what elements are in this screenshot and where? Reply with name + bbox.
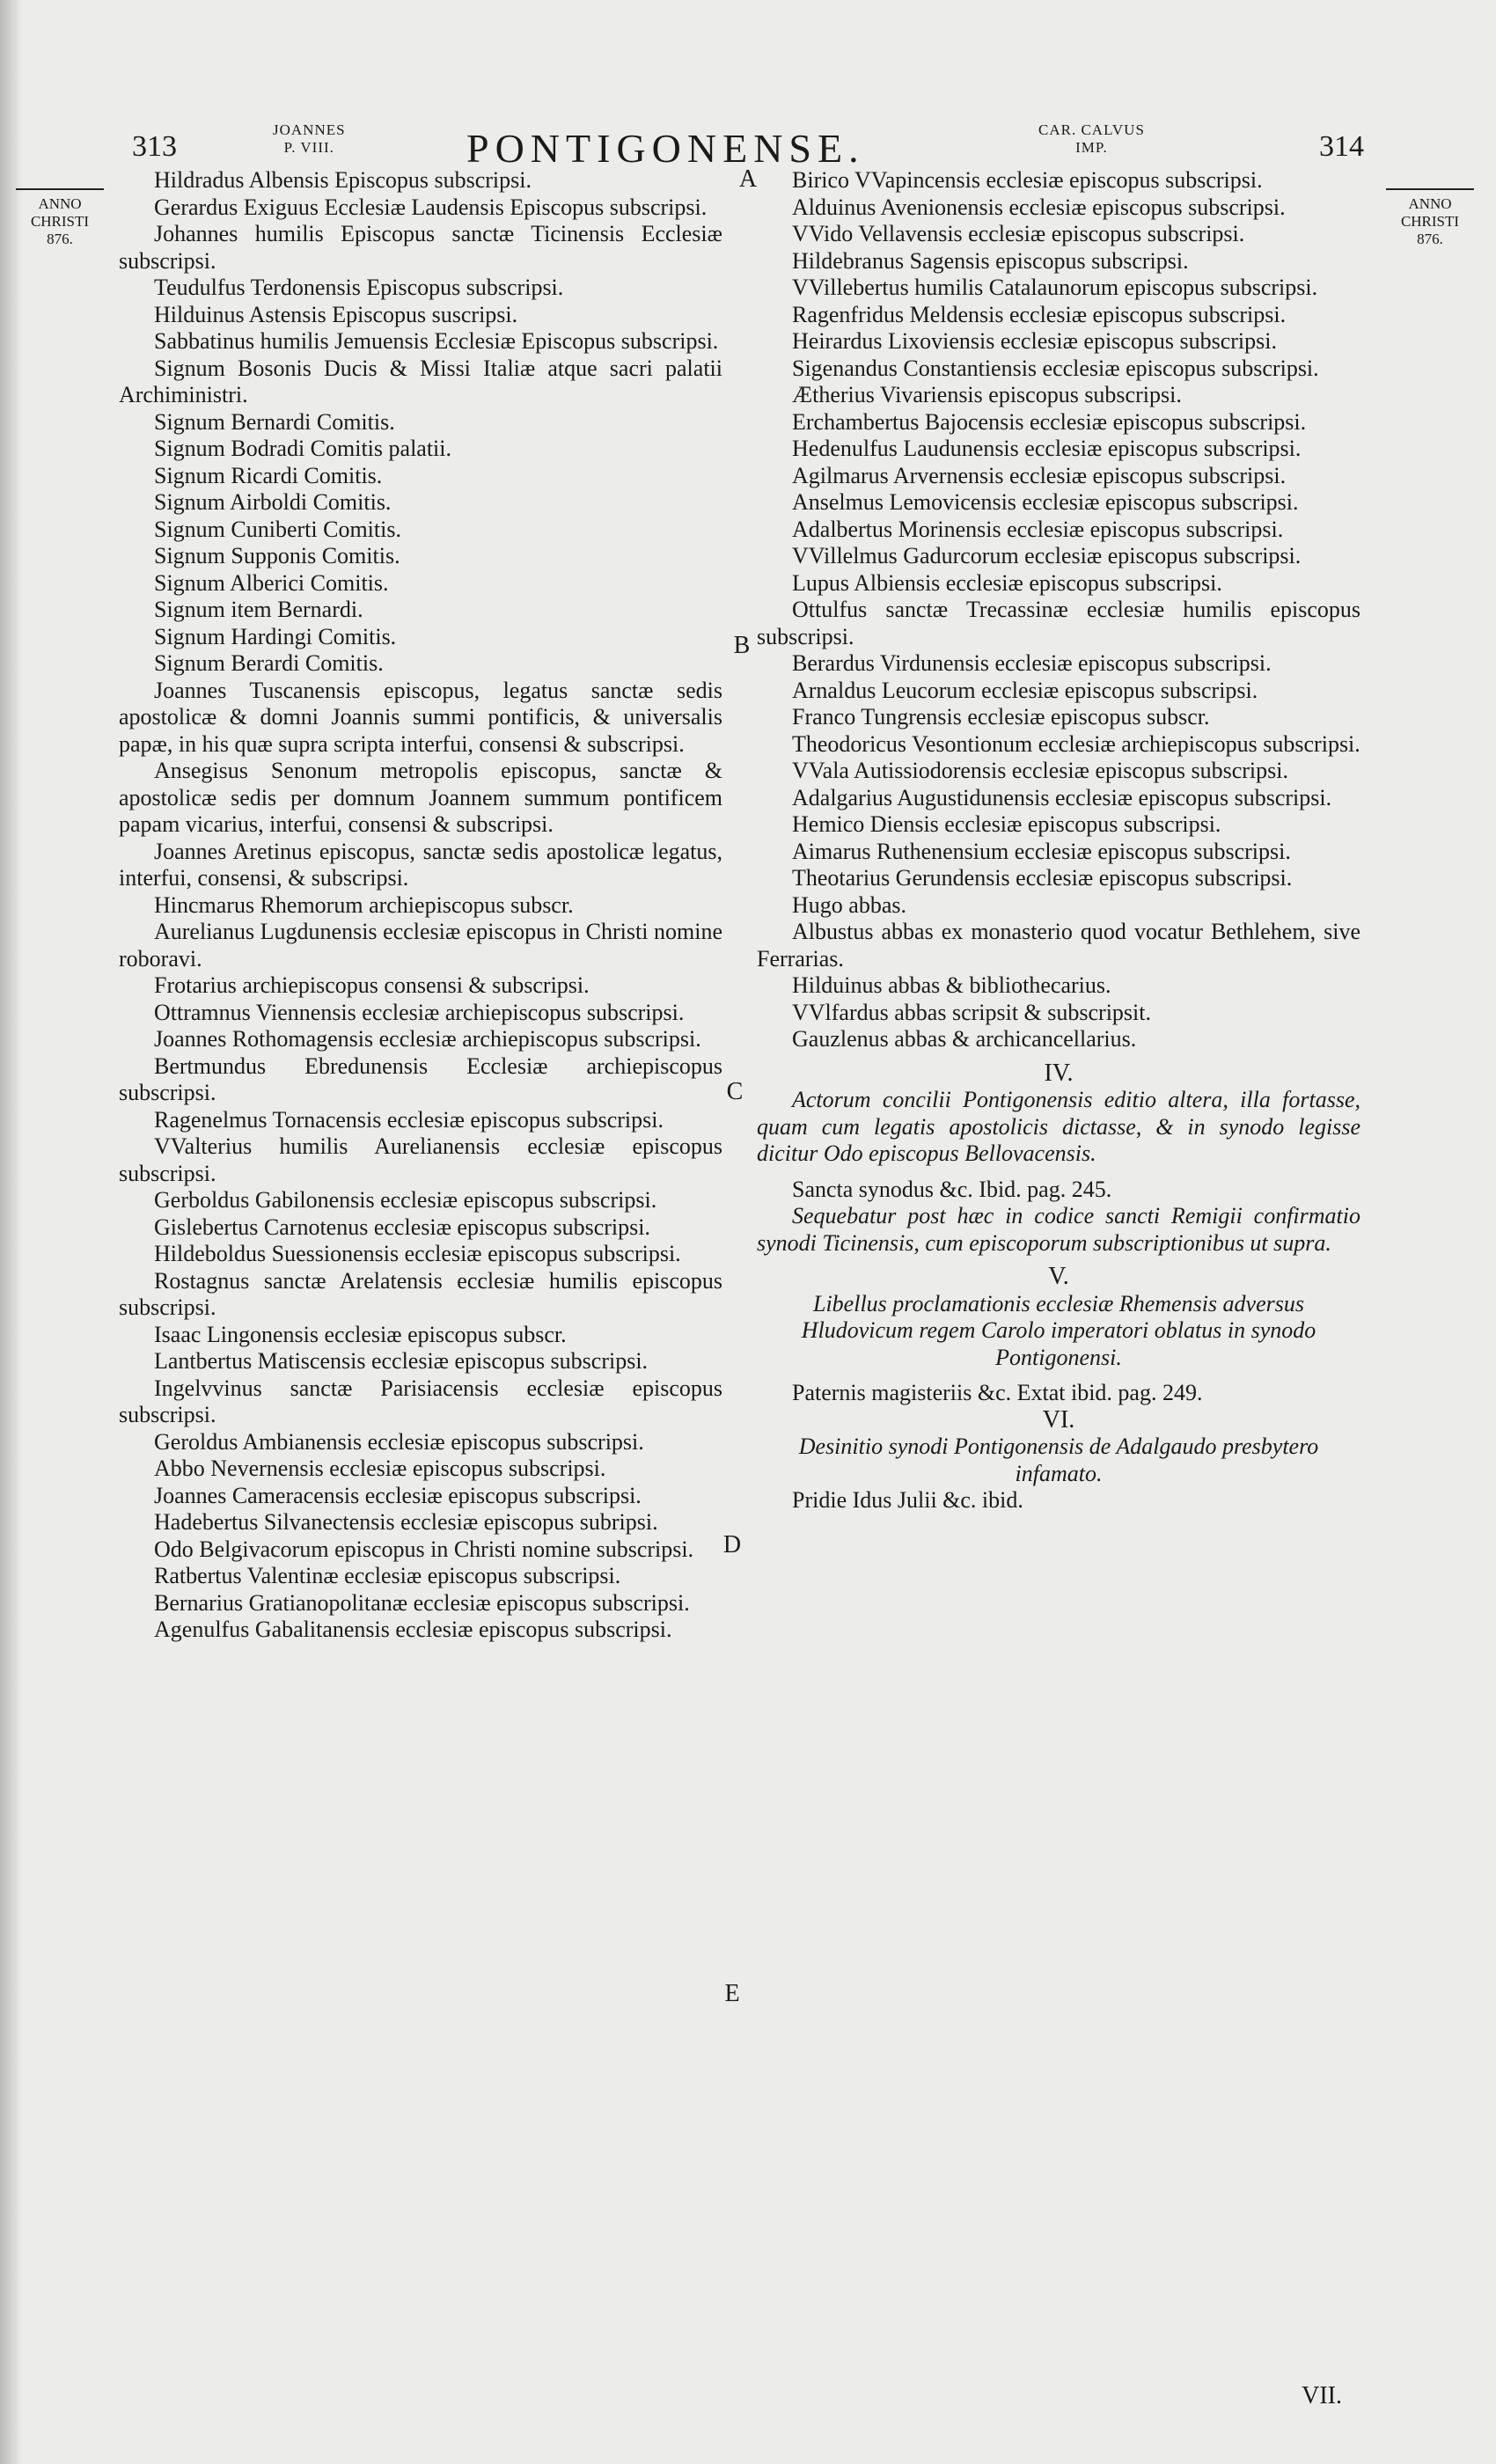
- margin-line: ANNO: [38, 195, 82, 212]
- signature-line: Franco Tungrensis ecclesiæ episcopus subscr.: [792, 704, 1210, 730]
- section-iv-text: Sancta synodus &c. Ibid. pag. 245.: [792, 1176, 1112, 1202]
- margin-note-left: [16, 188, 104, 248]
- margin-line: ANNO: [1408, 195, 1452, 212]
- right-signatures: [757, 167, 1360, 1053]
- signature-line: Signum Supponis Comitis.: [154, 543, 400, 568]
- signature-line: Signum Cuniberti Comitis.: [154, 516, 401, 542]
- signature-line: Ætherius Vivariensis episcopus subscripsi.: [792, 382, 1182, 407]
- signature-line: Hincmarus Rhemorum archiepiscopus subscr.: [154, 891, 574, 918]
- signature-line: Birico VVapincensis ecclesiæ episcopus subscripsi.: [792, 167, 1263, 193]
- signature-line: Joannes Cameracensis ecclesiæ episcopus subscripsi.: [154, 1482, 642, 1508]
- signature-line: Teudulfus Terdonensis Episcopus subscripsi.: [154, 275, 564, 300]
- section-letter-a: A: [738, 165, 758, 193]
- signature-line: Adalbertus Morinensis ecclesiæ episcopus subscripsi.: [792, 516, 1284, 542]
- signature-line: Rostagnus sanctæ Arelatensis ecclesiæ humilis episcopus subscripsi.: [119, 1267, 722, 1320]
- signature-line: Bernarius Gratianopolitanæ ecclesiæ episcopus subscripsi.: [154, 1589, 690, 1616]
- section-heading-vii: VII.: [1302, 2382, 1342, 2409]
- section-v-title: Libellus proclamationis ecclesiæ Rhemensis adversus Hludovicum regem Carolo imperatori oblatus in synodo Pontigonensi.: [801, 1290, 1316, 1370]
- signature-line: Heirardus Lixoviensis ecclesiæ episcopus subscripsi.: [792, 328, 1277, 354]
- left-column: [119, 167, 722, 1644]
- signature-line: Albustus abbas ex monasterio quod vocatur Bethlehem, sive Ferrarias.: [757, 919, 1360, 972]
- margin-line: CHRISTI: [1400, 213, 1460, 230]
- section-letter-d: D: [722, 1531, 742, 1558]
- signature-line: Signum Hardingi Comitis.: [154, 623, 397, 649]
- page-number-right: 314: [1319, 130, 1364, 163]
- signature-line: Lantbertus Matiscensis ecclesiæ episcopus subscripsi.: [154, 1348, 649, 1374]
- signature-line: Hilduinus abbas & bibliothecarius.: [792, 972, 1111, 998]
- section-letter-e: E: [724, 1980, 740, 2007]
- signature-line: Erchambertus Bajocensis ecclesiæ episcopus subscripsi.: [792, 408, 1307, 435]
- running-head-emperor: [1038, 121, 1145, 157]
- signature-line: Sabbatinus humilis Jemuensis Ecclesiæ Episcopus subscripsi.: [154, 328, 719, 354]
- signature-line: Joannes Tuscanensis episcopus, legatus sanctæ sedis apostolicæ & domni Joannis summi pontificis, & universalis papæ, in his quæ supra scripta interfui, consensi & subscripsi.: [119, 677, 722, 757]
- signature-line: Bertmundus Ebredunensis Ecclesiæ archiepiscopus subscripsi.: [119, 1052, 722, 1105]
- running-head-pope-line: JOANNES: [273, 121, 346, 138]
- signature-line: Aimarus Ruthenensium ecclesiæ episcopus subscripsi.: [792, 838, 1291, 864]
- signature-line: VVala Autissiodorensis ecclesiæ episcopus subscripsi.: [792, 758, 1288, 783]
- running-head-emperor-line: IMP.: [1075, 139, 1108, 156]
- signature-line: Odo Belgivacorum episcopus in Christi nomine subscripsi.: [154, 1536, 694, 1562]
- signature-line: Signum Bodradi Comitis palatii.: [154, 436, 451, 461]
- signature-line: Abbo Nevernensis ecclesiæ episcopus subscripsi.: [154, 1456, 606, 1481]
- signature-line: Gauzlenus abbas & archicancellarius.: [792, 1026, 1137, 1052]
- signature-line: Frotarius archiepiscopus consensi & subscripsi.: [154, 972, 590, 998]
- signature-line: Signum Ricardi Comitis.: [154, 462, 383, 488]
- signature-line: Agenulfus Gabalitanensis ecclesiæ episcopus subscripsi.: [154, 1617, 672, 1642]
- signature-line: Joannes Aretinus episcopus, sanctæ sedis apostolicæ legatus, interfui, consensi, & subscripsi.: [119, 838, 722, 891]
- page-number-left: 313: [132, 130, 177, 163]
- signature-line: Hilduinus Astensis Episcopus suscripsi.: [154, 301, 518, 327]
- signature-line: Ottramnus Viennensis ecclesiæ archiepiscopus subscripsi.: [154, 999, 685, 1025]
- signature-line: VVillelmus Gadurcorum ecclesiæ episcopus subscripsi.: [792, 543, 1302, 568]
- margin-line: 876.: [47, 231, 73, 247]
- signature-line: Theotarius Gerundensis ecclesiæ episcopus subscripsi.: [792, 865, 1293, 891]
- signature-line: Alduinus Avenionensis ecclesiæ episcopus subscripsi.: [792, 194, 1286, 220]
- section-letter-b: B: [733, 632, 751, 659]
- section-iv-title: Actorum concilii Pontigonensis editio altera, illa fortasse, quam cum legatis apostolicis dictasse, & in synodo legisse dicitur Odo episcopus Bellovacensis.: [757, 1087, 1360, 1166]
- signature-line: Berardus Virdunensis ecclesiæ episcopus subscripsi.: [792, 650, 1272, 676]
- signature-line: Ottulfus sanctæ Trecassinæ ecclesiæ humilis episcopus subscripsi.: [757, 597, 1360, 649]
- signature-line: Joannes Rothomagensis ecclesiæ archiepiscopus subscripsi.: [154, 1026, 701, 1052]
- signature-line: VVido Vellavensis ecclesiæ episcopus subscripsi.: [792, 221, 1245, 246]
- running-head-pope: [273, 121, 346, 157]
- signature-line: Ragenelmus Tornacensis ecclesiæ episcopus subscripsi.: [154, 1106, 664, 1133]
- signature-line: Ragenfridus Meldensis ecclesiæ episcopus subscripsi.: [792, 301, 1287, 327]
- signature-line: Hadebertus Silvanectensis ecclesiæ episcopus subripsi.: [154, 1509, 658, 1535]
- signature-line: Hugo abbas.: [792, 891, 906, 918]
- signature-line: Signum Airboldi Comitis.: [154, 489, 392, 515]
- signature-line: Ingelvvinus sanctæ Parisiacensis ecclesiæ episcopus subscripsi.: [119, 1375, 722, 1427]
- signature-line: Hildeboldus Suessionensis ecclesiæ episcopus subscripsi.: [154, 1241, 681, 1266]
- signature-line: Signum Bosonis Ducis & Missi Italiæ atque sacri palatii Archiministri.: [119, 355, 722, 407]
- signature-line: Adalgarius Augustidunensis ecclesiæ episcopus subscripsi.: [792, 784, 1332, 810]
- page-title: PONTIGONENSE.: [466, 126, 865, 171]
- section-heading-v: V.: [1048, 1263, 1069, 1290]
- signature-line: VValterius humilis Aurelianensis ecclesiæ episcopus subscripsi.: [119, 1133, 722, 1186]
- signature-line: VVlfardus abbas scripsit & subscripsit.: [792, 999, 1152, 1025]
- signature-line: Anselmus Lemovicensis ecclesiæ episcopus subscripsi.: [792, 489, 1299, 515]
- section-v-text: Paternis magisteriis &c. Extat ibid. pag. 249.: [792, 1380, 1203, 1405]
- margin-note-right: [1386, 188, 1474, 248]
- signature-line: Ansegisus Senonum metropolis episcopus, sanctæ & apostolicæ sedis per domnum Joannem summum pontificem papam vicarius, interfui, consensi & subscripsi.: [119, 758, 722, 837]
- signature-line: Isaac Lingonensis ecclesiæ episcopus subscr.: [154, 1321, 567, 1347]
- signature-line: Hedenulfus Laudunensis ecclesiæ episcopus subscripsi.: [792, 436, 1302, 461]
- margin-line: CHRISTI: [30, 213, 90, 230]
- signature-line: Agilmarus Arvernensis ecclesiæ episcopus subscripsi.: [792, 462, 1287, 488]
- signature-line: Lupus Albiensis ecclesiæ episcopus subscripsi.: [792, 569, 1222, 596]
- signature-line: Gerboldus Gabilonensis ecclesiæ episcopus subscripsi.: [154, 1187, 657, 1213]
- running-head-pope-line: P. VIII.: [283, 139, 334, 156]
- margin-rule: [1386, 188, 1474, 190]
- signature-line: Geroldus Ambianensis ecclesiæ episcopus subscripsi.: [154, 1428, 644, 1455]
- page-edge-shadow: [0, 0, 23, 2464]
- signature-line: Hildradus Albensis Episcopus subscripsi.: [154, 167, 532, 193]
- right-column: [757, 167, 1360, 1514]
- section-heading-iv: IV.: [1044, 1059, 1074, 1087]
- signature-line: Sigenandus Constantiensis ecclesiæ episcopus subscripsi.: [792, 355, 1319, 381]
- signature-line: Signum Bernardi Comitis.: [154, 408, 395, 435]
- signature-line: Theodoricus Vesontionum ecclesiæ archiepiscopus subscripsi.: [792, 730, 1360, 757]
- signature-line: Hemico Diensis ecclesiæ episcopus subscripsi.: [792, 811, 1221, 837]
- section-vi-title: Desinitio synodi Pontigonensis de Adalgaudo presbytero infamato.: [798, 1434, 1319, 1486]
- section-heading-vi: VI.: [1042, 1405, 1075, 1434]
- section-iv-note: Sequebatur post hæc in codice sancti Remigii confirmatio synodi Ticinensis, cum episcoporum subscriptionibus ut supra.: [757, 1203, 1360, 1256]
- signature-line: Johannes humilis Episcopus sanctæ Ticinensis Ecclesiæ subscripsi.: [119, 221, 722, 274]
- signature-line: Gislebertus Carnotenus ecclesiæ episcopus subscripsi.: [154, 1214, 650, 1240]
- running-head-emperor-line: CAR. CALVUS: [1038, 121, 1145, 138]
- signature-line: Aurelianus Lugdunensis ecclesiæ episcopus in Christi nomine roboravi.: [119, 919, 722, 972]
- signature-line: VVillebertus humilis Catalaunorum episcopus subscripsi.: [792, 275, 1318, 300]
- margin-rule: [16, 188, 104, 190]
- signature-line: Signum item Bernardi.: [154, 597, 363, 622]
- margin-line: 876.: [1417, 231, 1443, 247]
- signature-line: Signum Berardi Comitis.: [154, 650, 384, 676]
- signature-line: Hildebranus Sagensis episcopus subscripsi.: [792, 247, 1189, 274]
- signature-line: Arnaldus Leucorum ecclesiæ episcopus subscripsi.: [792, 677, 1258, 703]
- signature-line: Signum Alberici Comitis.: [154, 569, 389, 596]
- section-vi-text: Pridie Idus Julii &c. ibid.: [792, 1487, 1023, 1513]
- signature-line: Ratbertus Valentinæ ecclesiæ episcopus subscripsi.: [154, 1563, 621, 1588]
- signature-line: Gerardus Exiguus Ecclesiæ Laudensis Episcopus subscripsi.: [154, 194, 708, 220]
- section-letter-c: C: [726, 1078, 744, 1105]
